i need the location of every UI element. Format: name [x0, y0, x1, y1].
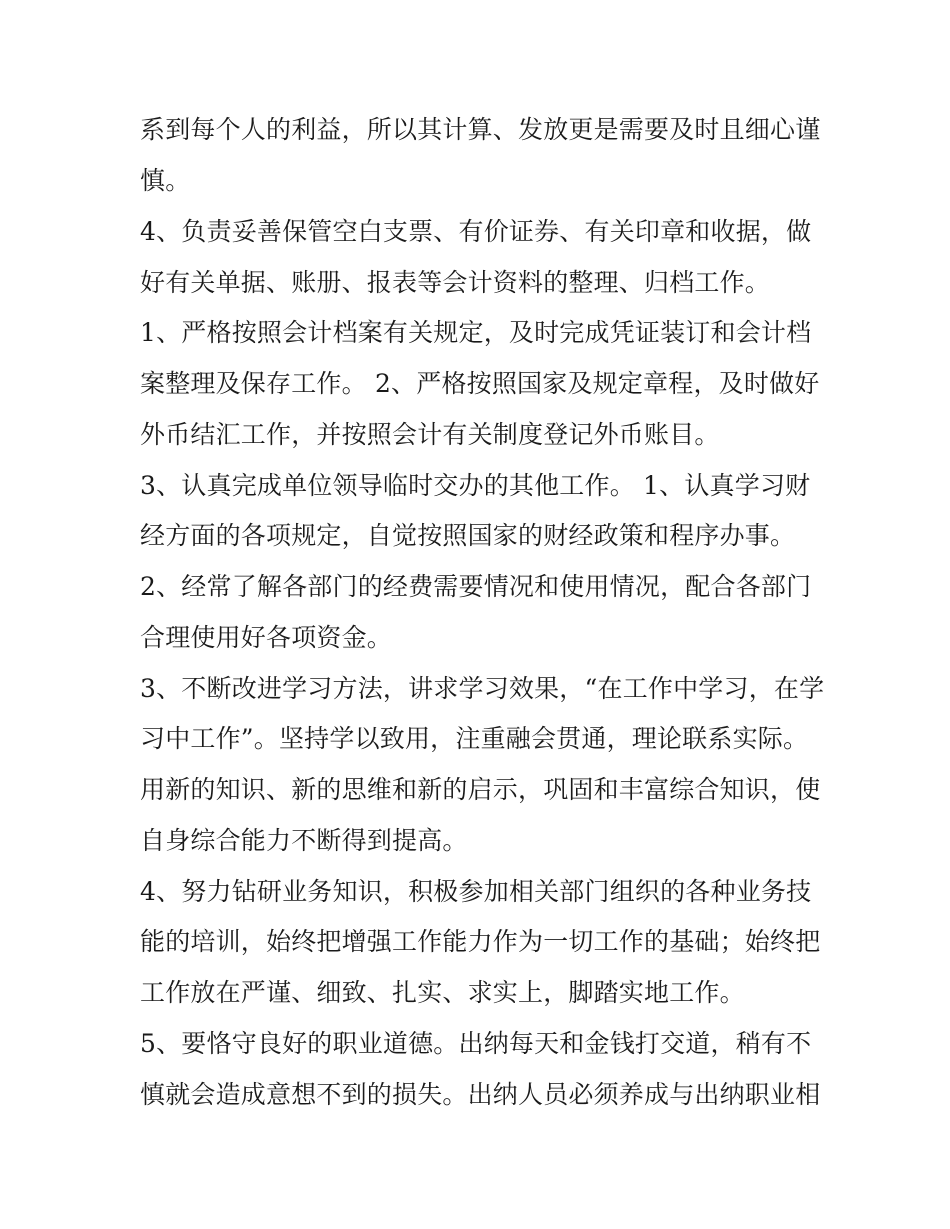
text-line: 用新的知识、新的思维和新的启示，巩固和丰富综合知识，使 — [140, 775, 821, 804]
text-line: 案整理及保存工作。 2、严格按照国家及规定章程，及时做好 — [140, 369, 820, 398]
text-line: 经方面的各项规定，自觉按照国家的财经政策和程序办事。 — [140, 521, 796, 550]
text-line: 系到每个人的利益，所以其计算、发放更是需要及时且细心谨 — [140, 115, 821, 144]
text-line: 习中工作”。坚持学以致用，注重融会贯通，理论联系实际。 — [140, 724, 809, 753]
text-line: 合理使用好各项资金。 — [140, 623, 393, 652]
text-line: 3、不断改进学习方法，讲求学习效果，“在工作中学习，在学 — [140, 674, 825, 703]
text-line: 2、经常了解各部门的经费需要情况和使用情况，配合各部门 — [140, 572, 812, 601]
text-line: 自身综合能力不断得到提高。 — [140, 826, 468, 855]
text-line: 3、认真完成单位领导临时交办的其他工作。 1、认真学习财 — [140, 471, 811, 500]
text-line: 慎。 — [140, 166, 191, 195]
text-line: 外币结汇工作，并按照会计有关制度登记外币账目。 — [140, 420, 720, 449]
text-line: 能的培训，始终把增强工作能力作为一切工作的基础；始终把 — [140, 927, 821, 956]
text-line: 1、严格按照会计档案有关规定，及时完成凭证装订和会计档 — [140, 318, 812, 347]
text-line: 工作放在严谨、细致、扎实、求实上，脚踏实地工作。 — [140, 978, 745, 1007]
text-line: 好有关单据、账册、报表等会计资料的整理、归档工作。 — [140, 268, 771, 297]
text-line: 4、努力钻研业务知识，积极参加相关部门组织的各种业务技 — [140, 877, 812, 906]
text-line: 5、要恪守良好的职业道德。出纳每天和金钱打交道，稍有不 — [140, 1029, 812, 1058]
text-line: 慎就会造成意想不到的损失。出纳人员必须养成与出纳职业相 — [140, 1080, 821, 1109]
text-line: 4、负责妥善保管空白支票、有价证券、有关印章和收据，做 — [140, 217, 812, 246]
